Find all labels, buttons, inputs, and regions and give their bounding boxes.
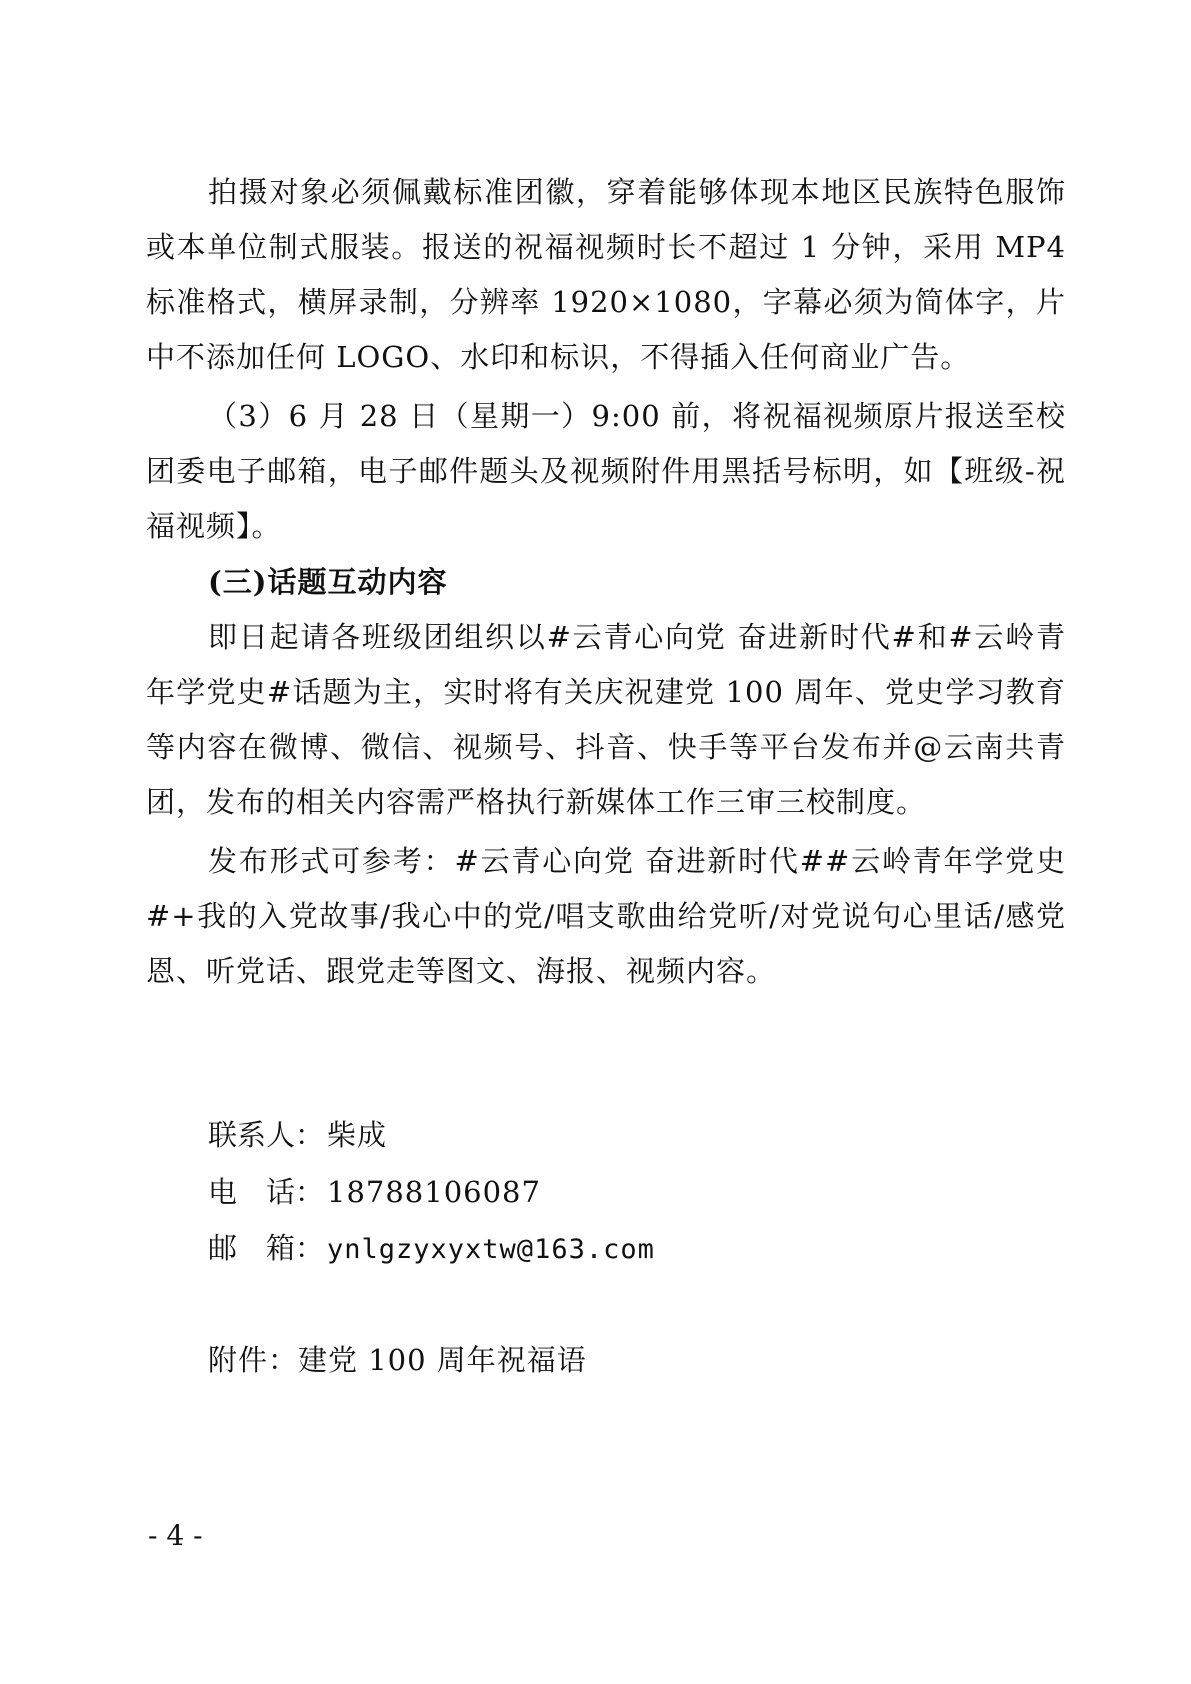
contact-person-value: 柴成	[327, 1118, 388, 1152]
contact-phone-line	[208, 1172, 541, 1212]
paragraph-publish-format: 发布形式可参考：#云青心向党 奋进新时代##云岭青年学党史#+我的入党故事/我心中的党/唱支歌曲给党听/对党说句心里话/感党恩、听党话、跟党走等图文、海报、视频内容。	[146, 844, 1066, 988]
section-heading: (三)话题互动内容	[208, 565, 448, 599]
paragraph-topic-interaction: 即日起请各班级团组织以#云青心向党 奋进新时代#和#云岭青年学党史#话题为主，实时将有关庆祝建党 100 周年、党史学习教育等内容在微博、微信、视频号、抖音、快手等平台发布并@云南共青团，发布的相关内容需严格执行新媒体工作三审三校制度。	[146, 620, 1066, 819]
paragraph-submission-deadline: （3）6 月 28 日（星期一）9:00 前，将祝福视频原片报送至校团委电子邮箱，电子邮件题头及视频附件用黑括号标明，如【班级-祝福视频】。	[146, 399, 1066, 543]
paragraph-video-requirements: 拍摄对象必须佩戴标准团徽，穿着能够体现本地区民族特色服饰或本单位制式服装。报送的祝福视频时长不超过 1 分钟，采用 MP4 标准格式，横屏录制，分辨率 1920×1080，字幕必须为简体字，片中不添加任何 LOGO、水印和标识，不得插入任何商业广告。	[146, 175, 1066, 374]
contact-email-line	[208, 1228, 655, 1270]
attachment-line: 附件：建党 100 周年祝福语	[208, 1343, 587, 1377]
contact-person-label: 联系人：	[208, 1118, 325, 1152]
contact-phone-value: 18788106087	[327, 1175, 541, 1209]
page-number: - 4 -	[148, 1519, 203, 1552]
contact-phone-label: 电 话：	[208, 1175, 325, 1209]
contact-email-label: 邮 箱：	[208, 1231, 325, 1265]
contact-person-line	[208, 1115, 387, 1155]
contact-email-value: ynlgzyxyxtw@163.com	[327, 1234, 655, 1265]
